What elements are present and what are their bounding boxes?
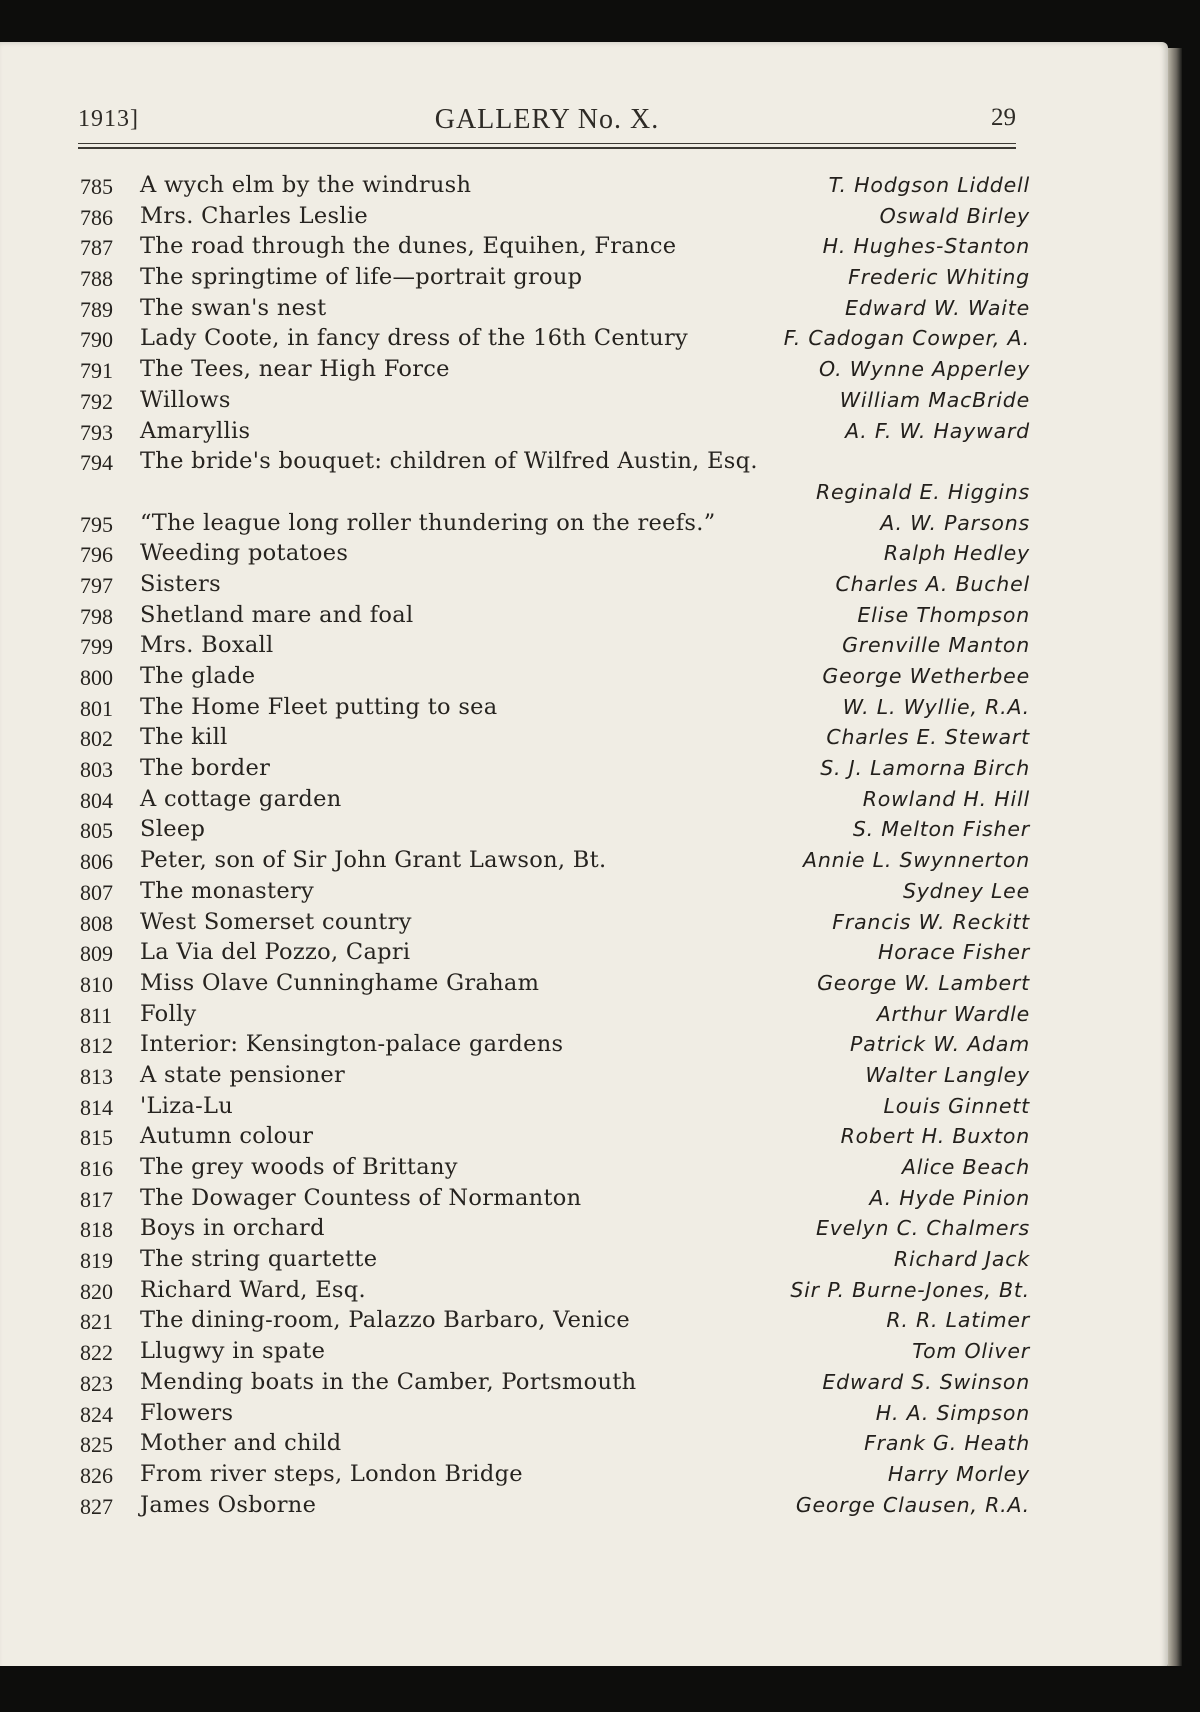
entry-number: 808 [80, 910, 113, 936]
catalogue-entry [80, 937, 1030, 968]
entry-title: Sisters [140, 570, 221, 597]
entry-artist: Rowland H. Hill [862, 786, 1030, 811]
entry-number: 790 [80, 327, 113, 353]
entry-number: 814 [80, 1094, 113, 1120]
entry-artist: Alice Beach [901, 1155, 1030, 1179]
entry-artist: Richard Jack [893, 1247, 1030, 1272]
entry-number: 817 [80, 1186, 113, 1212]
entry-number: 807 [80, 879, 113, 905]
entry-artist: Arthur Wardle [876, 1001, 1030, 1026]
entry-number: 792 [80, 388, 113, 414]
catalogue-entry [80, 416, 1030, 447]
page-number: 29 [991, 104, 1016, 131]
catalogue-entry [80, 201, 1030, 232]
entry-title: Lady Coote, in fancy dress of the 16th Century [140, 325, 689, 352]
entry-number: 793 [80, 419, 113, 445]
entry-title: The grey woods of Brittany [140, 1154, 458, 1180]
entry-artist: H. A. Simpson [875, 1400, 1030, 1425]
catalogue-entry [80, 1213, 1030, 1244]
entry-number: 809 [80, 941, 113, 967]
entry-artist: Elise Thompson [857, 602, 1030, 627]
entry-artist: Annie L. Swynnerton [803, 848, 1030, 873]
entry-number: 816 [80, 1156, 113, 1181]
catalogue-entry [80, 1091, 1030, 1122]
entry-artist: F. Cadogan Cowper, A. [783, 326, 1030, 351]
catalogue-entry [80, 262, 1030, 293]
entry-title: Richard Ward, Esq. [140, 1276, 366, 1303]
header-year: 1913] [78, 106, 139, 132]
entry-artist: S. Melton Fisher [852, 817, 1030, 842]
entry-title: A state pensioner [140, 1061, 346, 1088]
entry-artist: S. J. Lamorna Birch [820, 756, 1030, 781]
catalogue-entry [80, 1060, 1030, 1091]
entry-number: 826 [80, 1462, 113, 1488]
entry-title: The Home Fleet putting to sea [140, 693, 498, 720]
entry-title: The string quartette [140, 1246, 378, 1273]
entry-number: 818 [80, 1217, 113, 1243]
entry-artist: T. Hodgson Liddell [828, 173, 1030, 197]
entry-number: 819 [80, 1248, 113, 1274]
page-edge [1168, 48, 1182, 1670]
entry-title: The swan's nest [140, 294, 327, 321]
entry-artist: Robert H. Buxton [840, 1124, 1030, 1149]
entry-number: 820 [80, 1278, 113, 1304]
entry-number: 806 [80, 849, 113, 875]
catalogue-entry [80, 753, 1030, 784]
entry-number: 788 [80, 266, 113, 292]
catalogue-entry [80, 968, 1030, 999]
catalogue-entry [80, 1367, 1030, 1398]
catalogue-entry-continuation [80, 477, 1030, 508]
entry-number: 824 [80, 1401, 113, 1427]
entry-number: 811 [80, 1002, 113, 1028]
entry-title: Weeding potatoes [140, 540, 349, 567]
entry-artist: H. Hughes-Stanton [822, 234, 1030, 259]
entry-artist: A. Hyde Pinion [869, 1185, 1030, 1210]
entry-artist: Frederic Whiting [848, 265, 1030, 290]
entry-title: La Via del Pozzo, Capri [140, 939, 411, 966]
catalogue-entry [80, 1275, 1030, 1306]
entry-number: 799 [80, 634, 113, 660]
entry-number: 802 [80, 726, 113, 752]
catalogue-entry [80, 814, 1030, 845]
page-header [78, 100, 1016, 136]
entry-number: 804 [80, 787, 113, 813]
entry-artist: William MacBride [839, 387, 1030, 412]
entry-number: 785 [80, 174, 113, 199]
entry-artist: Louis Ginnett [883, 1093, 1030, 1118]
header-rule-thin [78, 143, 1016, 144]
entry-title: Boys in orchard [140, 1215, 325, 1242]
entry-number: 823 [80, 1370, 113, 1396]
entry-number: 815 [80, 1125, 113, 1151]
catalogue-entry [80, 323, 1030, 354]
entry-title: “The league long roller thundering on the reefs.” [140, 509, 716, 536]
entry-artist: Evelyn C. Chalmers [815, 1216, 1030, 1241]
entry-artist: Patrick W. Adam [850, 1032, 1030, 1057]
entry-title: Peter, son of Sir John Grant Lawson, Bt. [140, 847, 607, 874]
catalogue-entry [80, 538, 1030, 569]
entry-title: Miss Olave Cunninghame Graham [140, 969, 540, 996]
entry-title: 'Liza-Lu [140, 1092, 234, 1119]
entry-title: Mrs. Charles Leslie [140, 202, 368, 229]
entry-number: 798 [80, 603, 113, 629]
catalogue-entry [80, 354, 1030, 385]
catalogue-entry [80, 1029, 1030, 1060]
catalogue-entry [80, 1336, 1030, 1367]
entry-artist: R. R. Latimer [886, 1308, 1030, 1333]
entry-number: 827 [80, 1493, 113, 1519]
catalogue-entry [80, 170, 1030, 201]
entry-artist: Francis W. Reckitt [832, 909, 1030, 934]
catalogue-entry [80, 907, 1030, 938]
catalogue-entry [80, 385, 1030, 416]
entry-title: The border [140, 755, 271, 782]
entry-title: Llugwy in spate [140, 1338, 326, 1365]
entry-artist: Edward W. Waite [845, 295, 1030, 320]
entry-title: Shetland mare and foal [140, 601, 414, 628]
catalogue-entry [80, 569, 1030, 600]
entry-number: 813 [80, 1063, 113, 1089]
binding-shadow [0, 1666, 1200, 1712]
entry-artist: Charles A. Buchel [835, 571, 1030, 596]
catalogue-entry [80, 508, 1030, 539]
entry-title: Folly [140, 1000, 197, 1027]
entry-title: The glade [140, 663, 256, 689]
entry-title: James Osborne [140, 1491, 317, 1518]
entry-title: Sleep [140, 816, 206, 843]
entry-title: Flowers [140, 1399, 234, 1426]
entry-title: The monastery [140, 877, 315, 904]
entry-artist: Sydney Lee [902, 878, 1030, 903]
entry-artist: George W. Lambert [817, 970, 1030, 995]
entry-artist: Charles E. Stewart [826, 725, 1030, 750]
entry-artist: O. Wynne Apperley [819, 357, 1030, 382]
entry-title: Autumn colour [140, 1123, 314, 1150]
catalogue-entry [80, 1244, 1030, 1275]
entry-artist: Grenville Manton [842, 633, 1030, 658]
entry-title: The bride's bouquet: children of Wilfred Austin, Esq. [140, 448, 758, 475]
catalogue-entry [80, 1121, 1030, 1152]
entry-artist: Frank G. Heath [864, 1431, 1030, 1456]
entry-number: 825 [80, 1432, 113, 1458]
entry-number: 794 [80, 450, 113, 476]
entry-title: Mending boats in the Camber, Portsmouth [140, 1368, 637, 1395]
catalogue-entry [80, 1428, 1030, 1459]
entry-number: 796 [80, 542, 113, 568]
catalogue-entry [80, 1459, 1030, 1490]
entry-title: Mrs. Boxall [140, 632, 274, 659]
entry-artist: Edward S. Swinson [822, 1369, 1030, 1394]
catalogue-entry [80, 845, 1030, 876]
entry-title: The Tees, near High Force [140, 356, 450, 383]
catalogue-entry [80, 600, 1030, 631]
entry-number: 789 [80, 296, 113, 322]
entry-title: The dining-room, Palazzo Barbaro, Venice [140, 1307, 631, 1334]
entry-artist: George Wetherbee [822, 664, 1030, 688]
header-title: GALLERY No. X. [434, 104, 660, 135]
catalogue-entries [80, 170, 1030, 1520]
entry-number: 801 [80, 695, 113, 721]
entry-artist: George Clausen, R.A. [795, 1492, 1030, 1517]
entry-number: 821 [80, 1309, 113, 1335]
entry-artist: A. W. Parsons [880, 510, 1030, 535]
catalogue-entry [80, 999, 1030, 1030]
entry-title: Willows [140, 386, 231, 413]
catalogue-entry [80, 231, 1030, 262]
catalogue-entry [80, 446, 1030, 477]
entry-number: 795 [80, 511, 113, 537]
entry-title: Mother and child [140, 1430, 342, 1457]
entry-artist: Ralph Hedley [883, 541, 1030, 566]
entry-number: 810 [80, 971, 113, 997]
entry-number: 800 [80, 665, 113, 690]
catalogue-entry [80, 1152, 1030, 1183]
entry-number: 812 [80, 1033, 113, 1059]
catalogue-entry [80, 630, 1030, 661]
catalogue-entry [80, 293, 1030, 324]
entry-title: A cottage garden [140, 785, 342, 812]
entry-number: 803 [80, 757, 113, 783]
catalogue-entry [80, 722, 1030, 753]
entry-artist: Walter Langley [865, 1062, 1030, 1087]
entry-title: West Somerset country [140, 908, 412, 935]
entry-title: Interior: Kensington-palace gardens [140, 1031, 564, 1058]
entry-artist: Sir P. Burne-Jones, Bt. [790, 1277, 1030, 1302]
entry-title: The road through the dunes, Equihen, France [140, 233, 677, 260]
entry-artist: Oswald Birley [879, 203, 1030, 228]
entry-artist: Horace Fisher [878, 940, 1030, 965]
catalogue-entry [80, 1398, 1030, 1429]
catalogue-entry [80, 1490, 1030, 1521]
catalogue-entry [80, 1183, 1030, 1214]
catalogue-entry [80, 784, 1030, 815]
catalogue-entry [80, 876, 1030, 907]
entry-number: 791 [80, 358, 113, 384]
entry-title: A wych elm by the windrush [140, 172, 472, 198]
catalogue-entry [80, 692, 1030, 723]
entry-title: The springtime of life—portrait group [140, 264, 583, 291]
header-rule-thick [78, 147, 1016, 149]
entry-title: From river steps, London Bridge [140, 1460, 523, 1487]
entry-title: The kill [140, 724, 228, 751]
entry-artist: A. F. W. Hayward [845, 418, 1030, 443]
entry-number: 822 [80, 1340, 113, 1366]
entry-number: 787 [80, 235, 113, 261]
entry-number: 786 [80, 204, 113, 230]
entry-artist: Harry Morley [887, 1461, 1030, 1486]
entry-title: The Dowager Countess of Normanton [140, 1184, 582, 1211]
catalogue-entry [80, 661, 1030, 692]
entry-artist: Reginald E. Higgins [815, 479, 1030, 504]
entry-artist: W. L. Wyllie, R.A. [842, 694, 1030, 719]
catalogue-entry [80, 1305, 1030, 1336]
entry-artist: Tom Oliver [912, 1339, 1030, 1364]
entry-number: 805 [80, 818, 113, 844]
entry-number: 797 [80, 572, 113, 598]
entry-title: Amaryllis [140, 417, 251, 444]
